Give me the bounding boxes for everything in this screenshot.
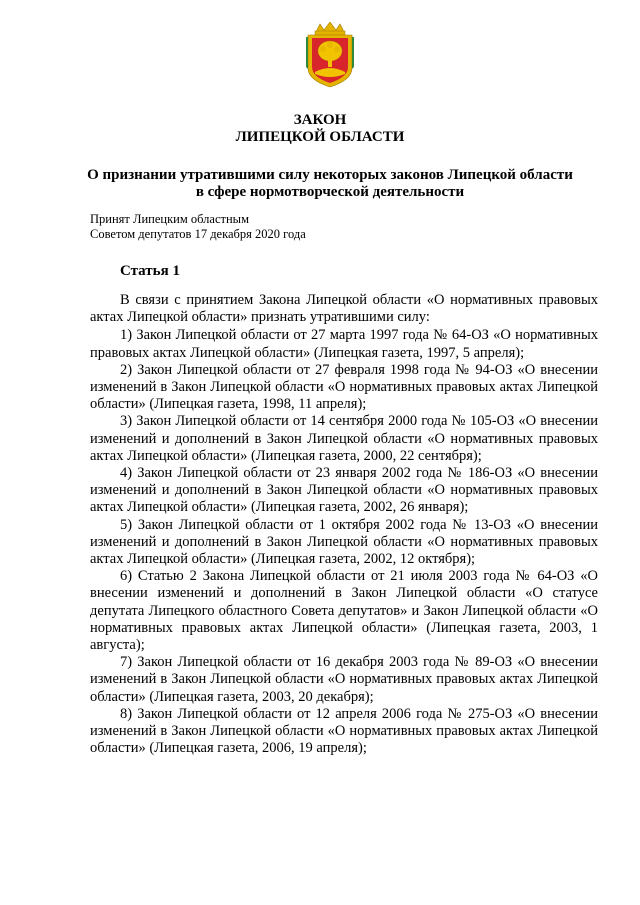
list-item: 1) Закон Липецкой области от 27 марта 1997 года № 64-ОЗ «О нормативных правовых актах Липецкой области» (Липецкая газета, 1997, 5 апреля); [90, 327, 598, 361]
subtitle-line-2: в сфере нормотворческой деятельности [195, 184, 465, 200]
article-body [90, 292, 598, 757]
adopted-by-line-2: Советом депутатов 17 декабря 2020 года [90, 227, 306, 241]
list-item: 2) Закон Липецкой области от 27 февраля 1998 года № 94-ОЗ «О внесении изменений в Закон Липецкой области «О нормативных правовых актах Липецкой области» (Липецкая газета, 1998, 11 апреля); [90, 361, 598, 413]
heading-region: ЛИПЕЦКОЙ ОБЛАСТИ [235, 129, 405, 145]
subtitle-line-1: О признании утратившими силу некоторых законов Липецкой области [87, 167, 573, 183]
list-item: 8) Закон Липецкой области от 12 апреля 2006 года № 275-ОЗ «О внесении изменений в Закон Липецкой области «О нормативных правовых актах Липецкой области» (Липецкая газета, 2006, 19 апреля); [90, 705, 598, 757]
heading-law: ЗАКОН [293, 112, 347, 128]
coat-of-arms-icon [302, 22, 358, 88]
list-item: 5) Закон Липецкой области от 1 октября 2002 года № 13-ОЗ «О внесении изменений и дополнений в Закон Липецкой области «О нормативных правовых актах Липецкой области» (Липецкая газета, 2002, 12 октября); [90, 516, 598, 568]
article-title: Статья 1 [120, 263, 180, 279]
adopted-by-line-1: Принят Липецким областным [90, 212, 249, 226]
list-item: 6) Статью 2 Закона Липецкой области от 21 июля 2003 года № 64-ОЗ «О внесении изменений и дополнений в Закон Липецкой области «О статусе депутата Липецкого областного Совета депутатов» и Закон Липецкой области «О нормативных правовых актах Липецкой области» (Липецкая газета, 2003, 1 августа); [90, 568, 598, 654]
list-item: 7) Закон Липецкой области от 16 декабря 2003 года № 89-ОЗ «О внесении изменений в Закон Липецкой области «О нормативных правовых актах Липецкой области» (Липецкая газета, 2003, 20 декабря); [90, 654, 598, 705]
intro-paragraph: В связи с принятием Закона Липецкой области «О нормативных правовых актах Липецкой области» признать утратившими силу: [90, 292, 598, 326]
list-item: 3) Закон Липецкой области от 14 сентября 2000 года № 105-ОЗ «О внесении изменений и дополнений в Закон Липецкой области «О нормативных правовых актах Липецкой области» (Липецкая газета, 2000, 22 сентября); [90, 413, 598, 464]
list-item: 4) Закон Липецкой области от 23 января 2002 года № 186-ОЗ «О внесении изменений и дополнений в Закон Липецкой области «О нормативных правовых актах Липецкой области» (Липецкая газета, 2002, 26 января); [90, 465, 598, 516]
